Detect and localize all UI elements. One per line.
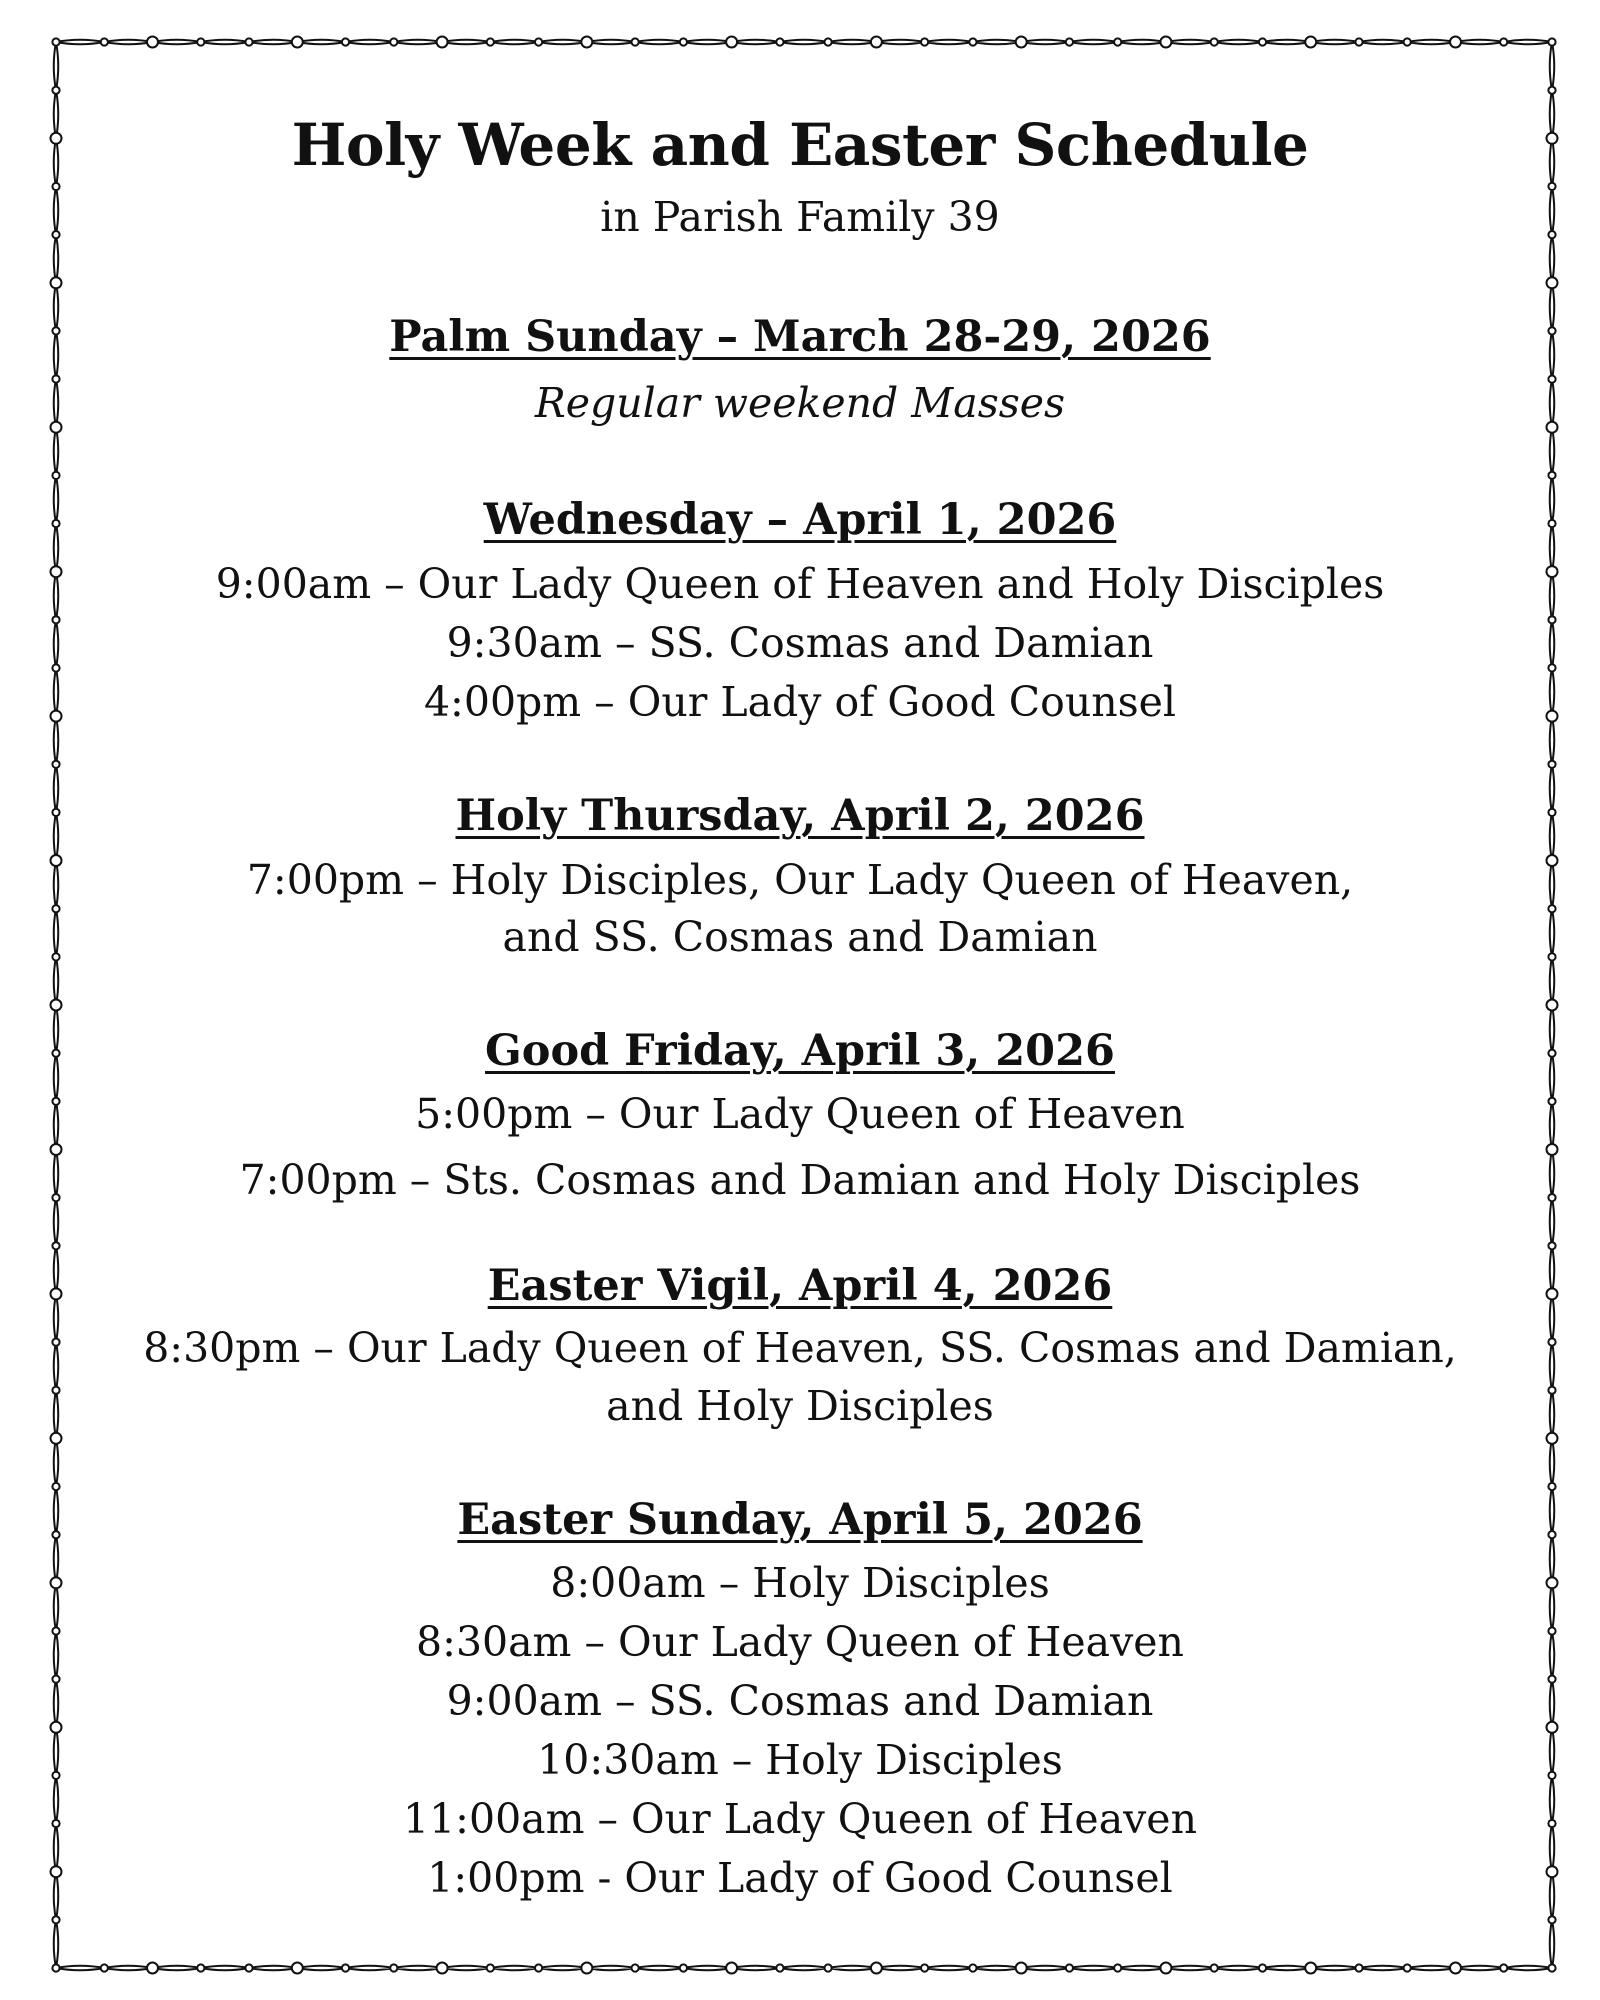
border-bead <box>1547 1144 1558 1155</box>
border-bead <box>1305 1963 1316 1974</box>
border-bead <box>1355 1964 1362 1971</box>
border-bead <box>1548 38 1555 45</box>
schedule-line: 9:00am – Our Lady Queen of Heaven and Holy Disciples <box>215 560 1385 608</box>
border-bead <box>1500 38 1507 45</box>
border-bead <box>52 1483 59 1490</box>
border-bead <box>921 38 928 45</box>
border-bead <box>51 855 62 866</box>
border-bead <box>1305 37 1316 48</box>
border-bead <box>52 1964 59 1971</box>
border-bead <box>1548 1820 1555 1827</box>
border-bead <box>1548 472 1555 479</box>
border-bead <box>52 616 59 623</box>
border-bead <box>1548 905 1555 912</box>
border-bead <box>1016 37 1027 48</box>
border-bead <box>825 38 832 45</box>
border-bead <box>1547 1577 1558 1588</box>
border-bead <box>101 1964 108 1971</box>
border-bead <box>1355 38 1362 45</box>
border-bead <box>52 664 59 671</box>
section-heading-easter-sunday: Easter Sunday, April 5, 2026 <box>457 1495 1143 1545</box>
schedule-line: 11:00am – Our Lady Queen of Heaven <box>403 1795 1197 1843</box>
border-bead <box>1114 38 1121 45</box>
border-bead <box>871 37 882 48</box>
border-bead <box>776 1964 783 1971</box>
border-bead <box>1548 1242 1555 1249</box>
border-bead <box>51 422 62 433</box>
border-bead <box>1259 38 1266 45</box>
border-bead <box>1548 1531 1555 1538</box>
border-bead <box>197 38 204 45</box>
schedule-line: 5:00pm – Our Lady Queen of Heaven <box>415 1090 1185 1138</box>
border-bead <box>1211 1964 1218 1971</box>
border-bead <box>51 1577 62 1588</box>
border-bead <box>51 566 62 577</box>
schedule-line: and Holy Disciples <box>606 1382 994 1430</box>
border-bead <box>342 1964 349 1971</box>
border-bead <box>51 1722 62 1733</box>
schedule-line: 8:30pm – Our Lady Queen of Heaven, SS. Cosmas and Damian, <box>143 1324 1457 1372</box>
border-bead <box>1548 664 1555 671</box>
border-bead <box>1548 1627 1555 1634</box>
border-bead <box>1548 327 1555 334</box>
border-bead <box>632 1964 639 1971</box>
border-bead <box>1548 1676 1555 1683</box>
border-bead <box>52 183 59 190</box>
border-bead <box>1547 1433 1558 1444</box>
schedule-line: 4:00pm – Our Lady of Good Counsel <box>423 678 1177 726</box>
border-bead <box>52 1627 59 1634</box>
border-bead <box>1548 87 1555 94</box>
border-bead <box>51 1144 62 1155</box>
border-bead <box>1547 422 1558 433</box>
border-bead <box>52 375 59 382</box>
border-bead <box>52 1050 59 1057</box>
border-bead <box>1548 1194 1555 1201</box>
border-bead <box>437 37 448 48</box>
border-bead <box>1450 1963 1461 1974</box>
border-bead <box>1160 1963 1171 1974</box>
border-bead <box>51 711 62 722</box>
border-bead <box>51 1866 62 1877</box>
border-bead <box>1547 855 1558 866</box>
border-bead <box>51 1433 62 1444</box>
border-bead <box>1548 1483 1555 1490</box>
border-bead <box>680 38 687 45</box>
border-bead <box>1114 1964 1121 1971</box>
border-bead <box>1066 38 1073 45</box>
border-bead <box>52 1772 59 1779</box>
schedule-line: 7:00pm – Sts. Cosmas and Damian and Holy Disciples <box>239 1156 1361 1204</box>
section-heading-easter-vigil: Easter Vigil, April 4, 2026 <box>487 1261 1113 1311</box>
border-bead <box>51 1000 62 1011</box>
border-bead <box>487 1964 494 1971</box>
border-bead <box>632 38 639 45</box>
border-bead <box>1548 1772 1555 1779</box>
border-bead <box>51 133 62 144</box>
border-bead <box>1450 37 1461 48</box>
border-bead <box>292 1963 303 1974</box>
border-bead <box>1548 616 1555 623</box>
border-bead <box>969 38 976 45</box>
border-bead <box>1404 1964 1411 1971</box>
section-heading-holy-thursday: Holy Thursday, April 2, 2026 <box>455 791 1145 841</box>
schedule-line: 8:30am – Our Lady Queen of Heaven <box>416 1618 1184 1666</box>
border-bead <box>197 1964 204 1971</box>
schedule-line: 7:00pm – Holy Disciples, Our Lady Queen of Heaven, <box>246 856 1354 904</box>
border-bead <box>1259 1964 1266 1971</box>
border-bead <box>52 1194 59 1201</box>
border-bead <box>726 37 737 48</box>
border-bead <box>1066 1964 1073 1971</box>
border-bead <box>1548 183 1555 190</box>
border-bead <box>825 1964 832 1971</box>
border-bead <box>1547 566 1558 577</box>
border-bead <box>1547 1722 1558 1733</box>
border-bead <box>1548 1387 1555 1394</box>
border-bead <box>776 38 783 45</box>
border-bead <box>52 905 59 912</box>
border-bead <box>52 1531 59 1538</box>
border-bead <box>52 809 59 816</box>
border-bead <box>52 38 59 45</box>
border-bead <box>52 1916 59 1923</box>
border-bead <box>390 1964 397 1971</box>
page-subtitle: in Parish Family 39 <box>600 193 1000 241</box>
border-bead <box>1547 1288 1558 1299</box>
border-bead <box>921 1964 928 1971</box>
border-bead <box>51 277 62 288</box>
border-bead <box>292 37 303 48</box>
border-bead <box>1548 1098 1555 1105</box>
schedule-line: 8:00am – Holy Disciples <box>550 1559 1050 1607</box>
border-bead <box>487 38 494 45</box>
border-bead <box>1548 1338 1555 1345</box>
border-bead <box>52 1676 59 1683</box>
border-bead <box>147 1963 158 1974</box>
border-bead <box>1547 1000 1558 1011</box>
border-bead <box>680 1964 687 1971</box>
border-bead <box>1500 1964 1507 1971</box>
border-bead <box>51 1288 62 1299</box>
border-bead <box>1548 761 1555 768</box>
border-bead <box>52 1242 59 1249</box>
schedule-line: 9:30am – SS. Cosmas and Damian <box>446 619 1154 667</box>
border-bead <box>969 1964 976 1971</box>
border-bead <box>52 953 59 960</box>
border-bead <box>52 520 59 527</box>
border-bead <box>1548 809 1555 816</box>
section-note-palm-sunday: Regular weekend Masses <box>534 379 1066 427</box>
schedule-line: and SS. Cosmas and Damian <box>502 913 1098 961</box>
border-bead <box>535 38 542 45</box>
schedule-line: 10:30am – Holy Disciples <box>537 1736 1063 1784</box>
border-bead <box>1548 231 1555 238</box>
border-bead <box>581 37 592 48</box>
border-bead <box>1211 38 1218 45</box>
border-bead <box>1548 376 1555 383</box>
border-bead <box>245 1964 252 1971</box>
section-heading-wednesday: Wednesday – April 1, 2026 <box>483 495 1117 545</box>
schedule-line: 9:00am – SS. Cosmas and Damian <box>446 1677 1154 1725</box>
border-bead <box>342 38 349 45</box>
border-bead <box>1548 1916 1555 1923</box>
border-bead <box>390 38 397 45</box>
border-bead <box>1548 953 1555 960</box>
border-bead <box>726 1963 737 1974</box>
border-bead <box>1548 520 1555 527</box>
border-bead <box>52 1339 59 1346</box>
border-bead <box>52 327 59 334</box>
border-bead <box>871 1963 882 1974</box>
page-title: Holy Week and Easter Schedule <box>291 111 1309 179</box>
section-heading-good-friday: Good Friday, April 3, 2026 <box>485 1026 1115 1076</box>
border-bead <box>101 38 108 45</box>
border-bead <box>1547 1866 1558 1877</box>
section-heading-palm-sunday: Palm Sunday – March 28-29, 2026 <box>389 312 1211 362</box>
border-bead <box>437 1963 448 1974</box>
border-bead <box>581 1963 592 1974</box>
border-bead <box>52 1387 59 1394</box>
border-bead <box>52 761 59 768</box>
border-bead <box>1404 38 1411 45</box>
schedule-line: 1:00pm - Our Lady of Good Counsel <box>427 1854 1173 1902</box>
border-bead <box>52 231 59 238</box>
border-bead <box>1016 1963 1027 1974</box>
border-bead <box>52 472 59 479</box>
border-bead <box>52 1820 59 1827</box>
border-bead <box>52 1098 59 1105</box>
border-bead <box>52 87 59 94</box>
border-bead <box>147 37 158 48</box>
border-bead <box>1548 1964 1555 1971</box>
border-bead <box>1547 277 1558 288</box>
border-bead <box>1548 1050 1555 1057</box>
border-bead <box>245 38 252 45</box>
border-bead <box>1547 133 1558 144</box>
border-bead <box>535 1964 542 1971</box>
border-bead <box>1160 37 1171 48</box>
border-bead <box>1547 711 1558 722</box>
